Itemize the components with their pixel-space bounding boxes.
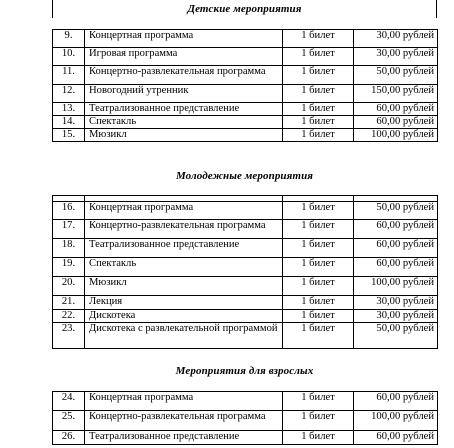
row-number: 12. bbox=[53, 85, 85, 103]
event-name: Концертно-развлекательная программа bbox=[85, 411, 283, 431]
table-row bbox=[53, 220, 438, 239]
event-name: Концертно-развлекательная программа bbox=[85, 66, 283, 85]
ticket-price: 50,00 рублей bbox=[354, 202, 438, 220]
event-name: Игровая программа bbox=[85, 48, 283, 66]
ticket-price: 100,00 рублей bbox=[354, 411, 438, 431]
table-row bbox=[53, 48, 438, 66]
ticket-quantity: 1 билет bbox=[283, 220, 354, 239]
ticket-quantity: 1 билет bbox=[283, 323, 354, 349]
ticket-quantity: 1 билет bbox=[283, 239, 354, 258]
ticket-quantity: 1 билет bbox=[283, 103, 354, 116]
section-title-children: Детские мероприятия bbox=[187, 3, 302, 15]
ticket-quantity: 1 билет bbox=[283, 310, 354, 323]
event-name: Дискотека с развлекательной программой bbox=[85, 323, 283, 349]
event-name: Новогодний утренник bbox=[85, 85, 283, 103]
ticket-price: 30,00 рублей bbox=[354, 310, 438, 323]
row-number: 21. bbox=[53, 296, 85, 310]
ticket-price: 60,00 рублей bbox=[354, 239, 438, 258]
ticket-price: 60,00 рублей bbox=[354, 116, 438, 129]
row-number: 19. bbox=[53, 258, 85, 277]
price-table-youth bbox=[52, 195, 438, 349]
ticket-quantity: 1 билет bbox=[283, 30, 354, 48]
table-row bbox=[53, 258, 438, 277]
ticket-price: 60,00 рублей bbox=[354, 431, 438, 445]
ticket-quantity: 1 билет bbox=[283, 85, 354, 103]
event-name: Концертная программа bbox=[85, 30, 283, 48]
ticket-quantity: 1 билет bbox=[283, 411, 354, 431]
table-row bbox=[53, 66, 438, 85]
event-name: Лекция bbox=[85, 296, 283, 310]
ticket-price: 50,00 рублей bbox=[354, 66, 438, 85]
table-row bbox=[53, 116, 438, 129]
row-number: 14. bbox=[53, 116, 85, 129]
row-number: 20. bbox=[53, 277, 85, 296]
event-name: Театрализованное представление bbox=[85, 431, 283, 445]
row-number: 25. bbox=[53, 411, 85, 431]
event-name: Спектакль bbox=[85, 116, 283, 129]
event-name: Театрализованное представление bbox=[85, 103, 283, 116]
table-row bbox=[53, 103, 438, 116]
ticket-quantity: 1 билет bbox=[283, 66, 354, 85]
row-number: 17. bbox=[53, 220, 85, 239]
table-row bbox=[53, 296, 438, 310]
table-row bbox=[53, 323, 438, 349]
row-number: 24. bbox=[53, 392, 85, 411]
table-row bbox=[53, 239, 438, 258]
event-name: Мюзикл bbox=[85, 277, 283, 296]
price-table-children bbox=[52, 29, 438, 142]
section-title-adults: Мероприятия для взрослых bbox=[175, 365, 314, 377]
row-number: 15. bbox=[53, 129, 85, 142]
ticket-quantity: 1 билет bbox=[283, 202, 354, 220]
event-name: Театрализованное представление bbox=[85, 239, 283, 258]
ticket-price: 100,00 рублей bbox=[354, 129, 438, 142]
event-name: Концертная программа bbox=[85, 392, 283, 411]
ticket-quantity: 1 билет bbox=[283, 277, 354, 296]
ticket-price: 50,00 рублей bbox=[354, 323, 438, 349]
event-name: Концертно-развлекательная программа bbox=[85, 220, 283, 239]
row-number: 13. bbox=[53, 103, 85, 116]
row-number: 10. bbox=[53, 48, 85, 66]
ticket-price: 60,00 рублей bbox=[354, 258, 438, 277]
event-name: Мюзикл bbox=[85, 129, 283, 142]
ticket-quantity: 1 билет bbox=[283, 116, 354, 129]
section-title-youth: Молодежные мероприятия bbox=[175, 170, 314, 182]
table-row bbox=[53, 202, 438, 220]
ticket-price: 60,00 рублей bbox=[354, 392, 438, 411]
ticket-quantity: 1 билет bbox=[283, 392, 354, 411]
ticket-quantity: 1 билет bbox=[283, 48, 354, 66]
table-row bbox=[53, 85, 438, 103]
row-number: 26. bbox=[53, 431, 85, 445]
ticket-quantity: 1 билет bbox=[283, 431, 354, 445]
row-number: 22. bbox=[53, 310, 85, 323]
table-row bbox=[53, 392, 438, 411]
ticket-price: 30,00 рублей bbox=[354, 296, 438, 310]
table-row bbox=[53, 30, 438, 48]
ticket-quantity: 1 билет bbox=[283, 129, 354, 142]
ticket-price: 150,00 рублей bbox=[354, 85, 438, 103]
ticket-price: 60,00 рублей bbox=[354, 220, 438, 239]
row-number: 23. bbox=[53, 323, 85, 349]
event-name: Дискотека bbox=[85, 310, 283, 323]
table-row bbox=[53, 431, 438, 445]
table-row bbox=[53, 310, 438, 323]
ticket-quantity: 1 билет bbox=[283, 258, 354, 277]
row-number: 16. bbox=[53, 202, 85, 220]
ticket-price: 100,00 рублей bbox=[354, 277, 438, 296]
table-row bbox=[53, 277, 438, 296]
ticket-price: 30,00 рублей bbox=[354, 30, 438, 48]
ticket-quantity: 1 билет bbox=[283, 296, 354, 310]
price-table-adults bbox=[52, 391, 438, 445]
row-number: 18. bbox=[53, 239, 85, 258]
ticket-price: 30,00 рублей bbox=[354, 48, 438, 66]
table-row bbox=[53, 411, 438, 431]
table-row bbox=[53, 129, 438, 142]
event-name: Спектакль bbox=[85, 258, 283, 277]
event-name: Концертная программа bbox=[85, 202, 283, 220]
row-number: 11. bbox=[53, 66, 85, 85]
row-number: 9. bbox=[53, 30, 85, 48]
ticket-price: 60,00 рублей bbox=[354, 103, 438, 116]
